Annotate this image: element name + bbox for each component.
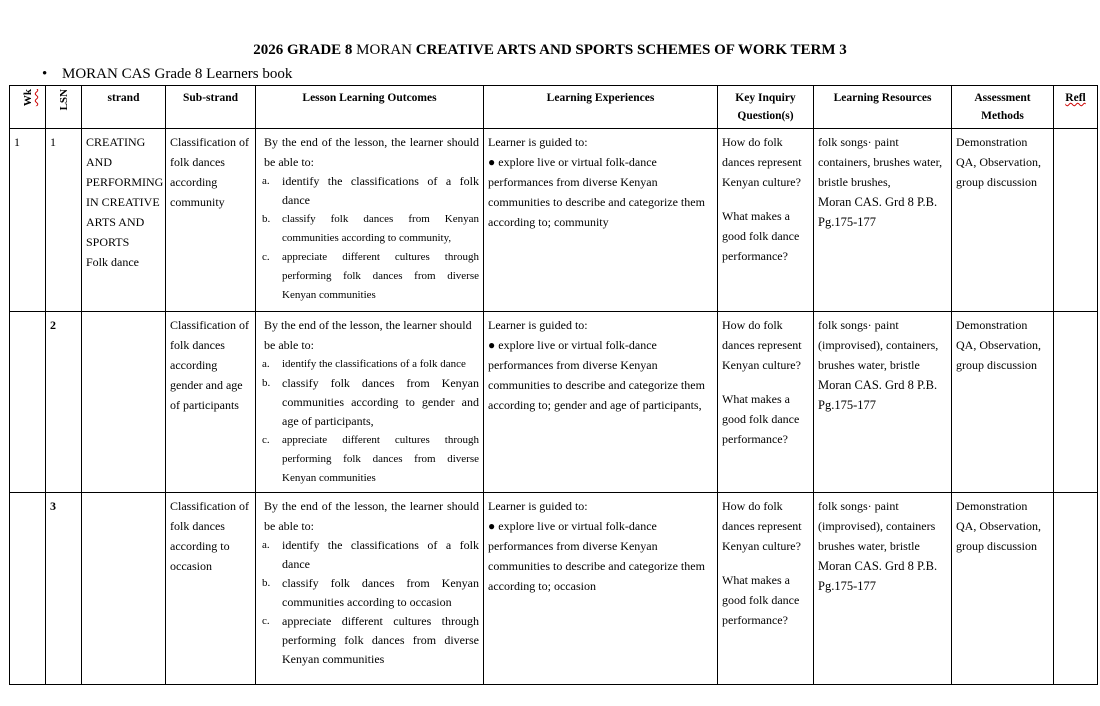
strand-cell: CREATING AND PERFORMING IN CREATIVE ARTS AND SPORTS Folk dance xyxy=(82,129,166,312)
outcome-list xyxy=(260,536,479,669)
week-cell: 1 xyxy=(10,129,46,312)
experiences-cell: Learner is guided to: ● explore live or virtual folk-dance performances from diverse Kenyan communities to describe and categorize them according to; gender and age of participants, xyxy=(484,312,718,493)
week-cell xyxy=(10,493,46,685)
substrand-cell: Classification of folk dances according community xyxy=(166,129,256,312)
header-lsn: LSN xyxy=(46,86,82,129)
resources-cell: folk songs· paint containers, brushes water, bristle brushes, Moran CAS. Grd 8 P.B. Pg.175-177 xyxy=(814,129,952,312)
header-reflection: Refl xyxy=(1054,86,1098,129)
list-item: b. classify folk dances from Kenyan communities according to occasion xyxy=(262,576,479,609)
bullet-icon: • xyxy=(42,66,48,82)
inquiry-cell: How do folk dances represent Kenyan culture? What makes a good folk dance performance? xyxy=(718,129,814,312)
header-experiences: Learning Experiences xyxy=(484,86,718,129)
outcomes-cell: By the end of the lesson, the learner should be able to: a. identify the classifications of a folk dance b. classify folk dances from Kenyan communities according to gender and age of participants, c. appreciate different cultures through performing folk dances from diverse Kenyan communities xyxy=(256,312,484,493)
experiences-cell: Learner is guided to: ● explore live or virtual folk-dance performances from diverse Kenyan communities to describe and categorize them according to; community xyxy=(484,129,718,312)
resources-cell: folk songs· paint (improvised), containers brushes water, bristle Moran CAS. Grd 8 P.B. Pg.175-177 xyxy=(814,493,952,685)
strand-cell xyxy=(82,493,166,685)
header-row xyxy=(10,86,1098,129)
outcome-list xyxy=(260,172,479,305)
header-strand: strand xyxy=(82,86,166,129)
header-resources: Learning Resources xyxy=(814,86,952,129)
table-row xyxy=(10,312,1098,493)
header-substrand: Sub-strand xyxy=(166,86,256,129)
header-assessment: Assessment Methods xyxy=(952,86,1054,129)
assessment-cell: Demonstration QA, Observation, group discussion xyxy=(952,493,1054,685)
header-outcomes: Lesson Learning Outcomes xyxy=(256,86,484,129)
list-item: c. appreciate different cultures through performing folk dances from diverse Kenyan communities xyxy=(262,251,479,301)
outcomes-cell: By the end of the lesson, the learner should be able to: a. identify the classifications of a folk dance b. classify folk dances from Kenyan communities according to community, c. appreciate different cultures through performing folk dances from diverse Kenyan communities xyxy=(256,129,484,312)
lesson-cell: 3 xyxy=(46,493,82,685)
table-row xyxy=(10,129,1098,312)
list-item: a. identify the classifications of a folk dance xyxy=(262,358,466,370)
scheme-table xyxy=(9,85,1098,685)
list-item: a. identify the classifications of a folk dance xyxy=(262,538,479,571)
lesson-cell: 2 xyxy=(46,312,82,493)
assessment-cell: Demonstration QA, Observation, group discussion xyxy=(952,129,1054,312)
resources-cell: folk songs· paint (improvised), containers, brushes water, bristle Moran CAS. Grd 8 P.B. Pg.175-177 xyxy=(814,312,952,493)
list-item: c. appreciate different cultures through performing folk dances from diverse Kenyan communities xyxy=(262,434,479,484)
title-part-2: MORAN xyxy=(356,42,413,58)
header-inquiry: Key Inquiry Question(s) xyxy=(718,86,814,129)
reflection-cell xyxy=(1054,493,1098,685)
inquiry-cell: How do folk dances represent Kenyan culture? What makes a good folk dance performance? xyxy=(718,312,814,493)
title-part-3: CREATIVE ARTS AND SPORTS SCHEMES OF WORK TERM 3 xyxy=(412,42,847,58)
lesson-cell: 1 xyxy=(46,129,82,312)
table-row xyxy=(10,493,1098,685)
book-reference-text: MORAN CAS Grade 8 Learners book xyxy=(62,66,293,82)
outcomes-cell: By the end of the lesson, the learner should be able to: a. identify the classifications of a folk dance b. classify folk dances from Kenyan communities according to occasion c. appreciate different cultures through performing folk dances from diverse Kenyan communities xyxy=(256,493,484,685)
strand-cell xyxy=(82,312,166,493)
experiences-cell: Learner is guided to: ● explore live or virtual folk-dance performances from diverse Kenyan communities to describe and categorize them according to; occasion xyxy=(484,493,718,685)
reflection-cell xyxy=(1054,312,1098,493)
substrand-cell: Classification of folk dances according gender and age of participants xyxy=(166,312,256,493)
assessment-cell: Demonstration QA, Observation, group discussion xyxy=(952,312,1054,493)
list-item: a. identify the classifications of a folk dance xyxy=(262,174,479,207)
outcome-list xyxy=(260,355,479,488)
list-item: b. classify folk dances from Kenyan communities according to community, xyxy=(262,213,479,244)
header-wk: Wk xyxy=(10,86,46,129)
book-reference xyxy=(42,64,292,84)
list-item: c. appreciate different cultures through performing folk dances from diverse Kenyan communities xyxy=(262,614,479,666)
week-cell xyxy=(10,312,46,493)
substrand-cell: Classification of folk dances according to occasion xyxy=(166,493,256,685)
title-part-1: 2026 GRADE 8 xyxy=(253,42,357,58)
reflection-cell xyxy=(1054,129,1098,312)
list-item: b. classify folk dances from Kenyan communities according to gender and age of participants, xyxy=(262,376,479,428)
document-title xyxy=(0,40,1100,60)
inquiry-cell: How do folk dances represent Kenyan culture? What makes a good folk dance performance? xyxy=(718,493,814,685)
